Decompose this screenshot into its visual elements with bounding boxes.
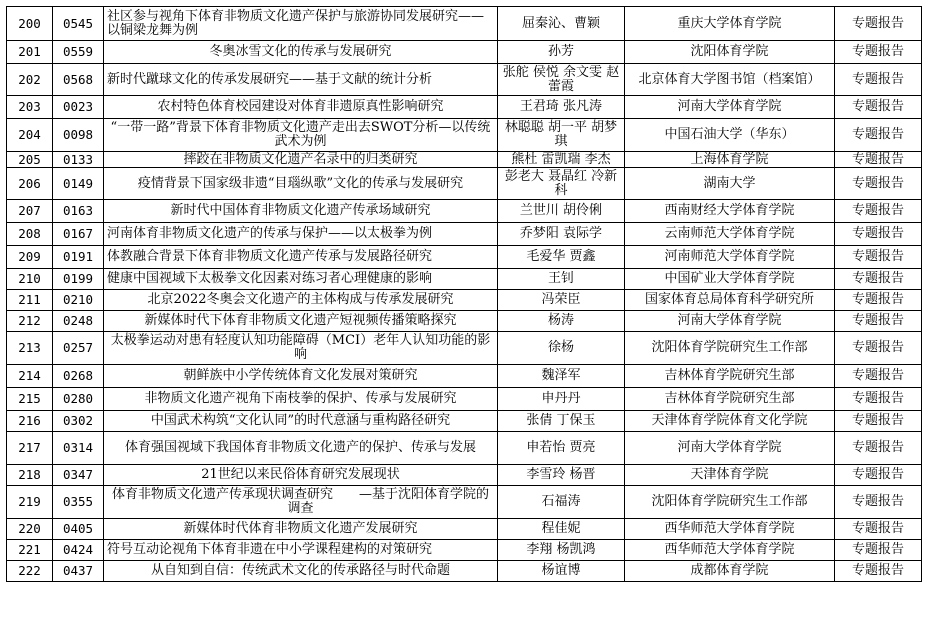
table-row	[7, 411, 922, 432]
report-title: 21世纪以来民俗体育研究发展现状	[104, 465, 498, 486]
report-authors: 程佳妮	[498, 519, 625, 540]
report-title: 冬奥冰雪文化的传承与发展研究	[104, 41, 498, 64]
row-index: 213	[7, 332, 53, 365]
report-organization: 中国矿业大学体育学院	[625, 269, 835, 290]
report-code: 0210	[53, 290, 104, 311]
report-type: 专题报告	[835, 561, 922, 582]
report-title: 从自知到自信：传统武术文化的传承路径与时代命题	[104, 561, 498, 582]
row-index: 205	[7, 152, 53, 168]
report-type: 专题报告	[835, 486, 922, 519]
report-code: 0405	[53, 519, 104, 540]
report-title: 摔跤在非物质文化遗产名录中的归类研究	[104, 152, 498, 168]
report-type: 专题报告	[835, 96, 922, 119]
report-organization: 河南大学体育学院	[625, 96, 835, 119]
report-organization: 吉林体育学院研究生部	[625, 365, 835, 388]
report-title: 农村特色体育校园建设对体育非遗原真性影响研究	[104, 96, 498, 119]
report-code: 0268	[53, 365, 104, 388]
row-index: 211	[7, 290, 53, 311]
report-type: 专题报告	[835, 246, 922, 269]
report-type: 专题报告	[835, 64, 922, 96]
table-row	[7, 168, 922, 200]
row-index: 206	[7, 168, 53, 200]
report-type: 专题报告	[835, 119, 922, 152]
report-authors: 王君琦 张凡涛	[498, 96, 625, 119]
report-type: 专题报告	[835, 41, 922, 64]
report-table-container	[6, 6, 921, 612]
table-row	[7, 486, 922, 519]
table-row	[7, 269, 922, 290]
report-organization: 中国石油大学（华东）	[625, 119, 835, 152]
report-code: 0314	[53, 432, 104, 465]
report-type: 专题报告	[835, 432, 922, 465]
report-title: 疫情背景下国家级非遗“目瑙纵歌”文化的传承与发展研究	[104, 168, 498, 200]
table-row	[7, 200, 922, 223]
row-index: 203	[7, 96, 53, 119]
table-row	[7, 41, 922, 64]
report-type: 专题报告	[835, 332, 922, 365]
report-organization: 国家体育总局体育科学研究所	[625, 290, 835, 311]
report-title: “一带一路”背景下体育非物质文化遗产走出去SWOT分析—以传统武术为例	[104, 119, 498, 152]
report-authors: 张倩 丁保玉	[498, 411, 625, 432]
report-organization: 西南财经大学体育学院	[625, 200, 835, 223]
report-code: 0248	[53, 311, 104, 332]
report-title: 新媒体时代下体育非物质文化遗产短视频传播策略探究	[104, 311, 498, 332]
report-code: 0355	[53, 486, 104, 519]
row-index: 219	[7, 486, 53, 519]
table-row	[7, 246, 922, 269]
report-authors: 杨涛	[498, 311, 625, 332]
report-title: 符号互动论视角下体育非遗在中小学课程建构的对策研究	[104, 540, 498, 561]
row-index: 216	[7, 411, 53, 432]
row-index: 217	[7, 432, 53, 465]
report-table	[6, 6, 922, 582]
table-row	[7, 432, 922, 465]
report-code: 0280	[53, 388, 104, 411]
report-code: 0424	[53, 540, 104, 561]
report-code: 0347	[53, 465, 104, 486]
report-title: 新时代中国体育非物质文化遗产传承场域研究	[104, 200, 498, 223]
report-type: 专题报告	[835, 200, 922, 223]
report-code: 0559	[53, 41, 104, 64]
table-row	[7, 119, 922, 152]
report-code: 0163	[53, 200, 104, 223]
report-code: 0545	[53, 7, 104, 41]
report-authors: 毛爱华 贾鑫	[498, 246, 625, 269]
report-authors: 孙芳	[498, 41, 625, 64]
report-organization: 河南大学体育学院	[625, 311, 835, 332]
report-code: 0167	[53, 223, 104, 246]
report-code: 0191	[53, 246, 104, 269]
report-organization: 湖南大学	[625, 168, 835, 200]
report-title: 体育强国视域下我国体育非物质文化遗产的保护、传承与发展	[104, 432, 498, 465]
table-row	[7, 332, 922, 365]
report-authors: 熊杜 雷凯瑞 李杰	[498, 152, 625, 168]
report-code: 0302	[53, 411, 104, 432]
report-organization: 云南师范大学体育学院	[625, 223, 835, 246]
report-title: 中国武术构筑“文化认同”的时代意涵与重构路径研究	[104, 411, 498, 432]
report-type: 专题报告	[835, 7, 922, 41]
report-code: 0098	[53, 119, 104, 152]
report-authors: 林聪聪 胡一平 胡梦琪	[498, 119, 625, 152]
report-organization: 河南大学体育学院	[625, 432, 835, 465]
row-index: 202	[7, 64, 53, 96]
report-authors: 徐杨	[498, 332, 625, 365]
report-organization: 天津体育学院	[625, 465, 835, 486]
table-row	[7, 540, 922, 561]
row-index: 215	[7, 388, 53, 411]
report-authors: 屈秦沁、曹颖	[498, 7, 625, 41]
table-row	[7, 290, 922, 311]
report-organization: 沈阳体育学院研究生工作部	[625, 486, 835, 519]
report-type: 专题报告	[835, 152, 922, 168]
report-title: 社区参与视角下体育非物质文化遗产保护与旅游协同发展研究——以铜梁龙舞为例	[104, 7, 498, 41]
report-type: 专题报告	[835, 269, 922, 290]
row-index: 207	[7, 200, 53, 223]
row-index: 209	[7, 246, 53, 269]
report-title: 新媒体时代体育非物质文化遗产发展研究	[104, 519, 498, 540]
row-index: 214	[7, 365, 53, 388]
report-type: 专题报告	[835, 311, 922, 332]
report-type: 专题报告	[835, 168, 922, 200]
row-index: 220	[7, 519, 53, 540]
report-code: 0023	[53, 96, 104, 119]
report-code: 0257	[53, 332, 104, 365]
report-organization: 西华师范大学体育学院	[625, 540, 835, 561]
report-type: 专题报告	[835, 519, 922, 540]
row-index: 218	[7, 465, 53, 486]
report-authors: 王钊	[498, 269, 625, 290]
row-index: 210	[7, 269, 53, 290]
table-row	[7, 96, 922, 119]
report-organization: 重庆大学体育学院	[625, 7, 835, 41]
report-code: 0149	[53, 168, 104, 200]
report-organization: 北京体育大学图书馆（档案馆）	[625, 64, 835, 96]
table-row	[7, 311, 922, 332]
row-index: 221	[7, 540, 53, 561]
report-type: 专题报告	[835, 388, 922, 411]
report-authors: 彭老大 聂晶红 冷新科	[498, 168, 625, 200]
report-title: 朝鲜族中小学传统体育文化发展对策研究	[104, 365, 498, 388]
report-type: 专题报告	[835, 365, 922, 388]
report-authors: 兰世川 胡伶俐	[498, 200, 625, 223]
report-organization: 沈阳体育学院	[625, 41, 835, 64]
row-index: 212	[7, 311, 53, 332]
table-row	[7, 365, 922, 388]
report-authors: 石福涛	[498, 486, 625, 519]
report-code: 0199	[53, 269, 104, 290]
report-organization: 天津体育学院体育文化学院	[625, 411, 835, 432]
report-type: 专题报告	[835, 465, 922, 486]
table-row	[7, 7, 922, 41]
report-type: 专题报告	[835, 411, 922, 432]
report-authors: 乔梦阳 袁际学	[498, 223, 625, 246]
report-title: 健康中国视域下太极拳文化因素对练习者心理健康的影响	[104, 269, 498, 290]
report-authors: 张舵 侯悦 余文雯 赵蕾霞	[498, 64, 625, 96]
table-row	[7, 223, 922, 246]
report-title: 太极拳运动对患有轻度认知功能障碍（MCI）老年人认知功能的影响	[104, 332, 498, 365]
table-row	[7, 152, 922, 168]
report-type: 专题报告	[835, 540, 922, 561]
report-organization: 吉林体育学院研究生部	[625, 388, 835, 411]
report-title: 北京2022冬奥会文化遗产的主体构成与传承发展研究	[104, 290, 498, 311]
report-organization: 沈阳体育学院研究生工作部	[625, 332, 835, 365]
report-authors: 李翔 杨凯鸿	[498, 540, 625, 561]
report-organization: 上海体育学院	[625, 152, 835, 168]
report-type: 专题报告	[835, 223, 922, 246]
report-code: 0568	[53, 64, 104, 96]
report-title: 新时代蹴球文化的传承发展研究——基于文献的统计分析	[104, 64, 498, 96]
report-organization: 西华师范大学体育学院	[625, 519, 835, 540]
report-authors: 冯荣臣	[498, 290, 625, 311]
report-organization: 河南师范大学体育学院	[625, 246, 835, 269]
table-row	[7, 388, 922, 411]
row-index: 208	[7, 223, 53, 246]
report-authors: 申若怡 贾亮	[498, 432, 625, 465]
report-organization: 成都体育学院	[625, 561, 835, 582]
row-index: 200	[7, 7, 53, 41]
report-title: 河南体育非物质文化遗产的传承与保护——以太极拳为例	[104, 223, 498, 246]
report-type: 专题报告	[835, 290, 922, 311]
report-code: 0133	[53, 152, 104, 168]
report-authors: 魏泽军	[498, 365, 625, 388]
row-index: 201	[7, 41, 53, 64]
report-authors: 申丹丹	[498, 388, 625, 411]
report-title: 体育非物质文化遗产传承现状调查研究 —基于沈阳体育学院的调查	[104, 486, 498, 519]
report-table-body	[7, 7, 922, 582]
table-row	[7, 64, 922, 96]
table-row	[7, 561, 922, 582]
table-row	[7, 519, 922, 540]
report-title: 体教融合背景下体育非物质文化遗产传承与发展路径研究	[104, 246, 498, 269]
table-row	[7, 465, 922, 486]
row-index: 204	[7, 119, 53, 152]
row-index: 222	[7, 561, 53, 582]
report-code: 0437	[53, 561, 104, 582]
report-authors: 李雪玲 杨晋	[498, 465, 625, 486]
report-authors: 杨谊博	[498, 561, 625, 582]
report-title: 非物质文化遗产视角下南枝拳的保护、传承与发展研究	[104, 388, 498, 411]
